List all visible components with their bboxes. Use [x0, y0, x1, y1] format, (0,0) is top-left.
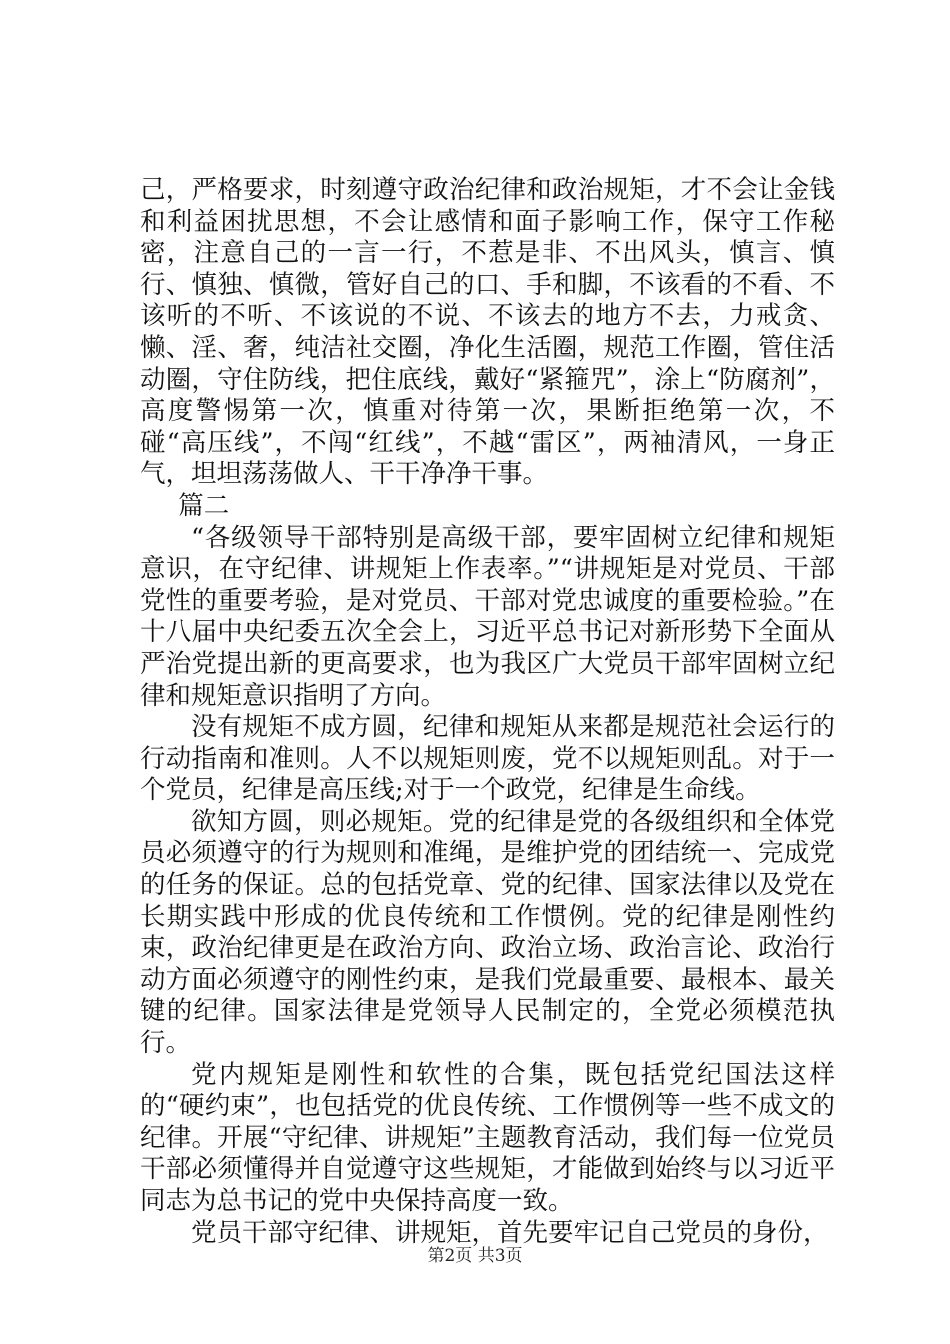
- section-heading: 篇二: [178, 490, 230, 521]
- paragraph: 党员干部守纪律、讲规矩，首先要牢记自己党员的身份，: [191, 1217, 829, 1248]
- paragraph: “各级领导干部特别是高级干部，要牢固树立纪律和规矩意识，在守纪律、讲规矩上作表率。”“讲规矩是对党员、干部党性的重要考验，是对党员、干部对党忠诚度的重要检验。”在十八届中央纪委五次全会上，习近平总书记对新形势下全面从严治党提出新的更高要求，也为我区广大党员干部牢固树立纪律和规矩意识指明了方向。: [140, 522, 835, 711]
- page-footer: 第2页 共3页: [427, 1246, 523, 1266]
- paragraph: 党内规矩是刚性和软性的合集，既包括党纪国法这样的“硬约束”，也包括党的优良传统、工作惯例等一些不成文的纪律。开展“守纪律、讲规矩”主题教育活动，我们每一位党员干部必须懂得并自觉遵守这些规矩，才能做到始终与以习近平同志为总书记的党中央保持高度一致。: [140, 1059, 835, 1216]
- paragraph-continuation: 己，严格要求，时刻遵守政治纪律和政治规矩，才不会让金钱和利益困扰思想，不会让感情和面子影响工作，保守工作秘密，注意自己的一言一行，不惹是非、不出风头，慎言、慎行、慎独、慎微，管好自己的口、手和脚，不该看的不看、不该听的不听、不该说的不说、不该去的地方不去，力戒贪、懒、淫、奢，纯洁社交圈，净化生活圈，规范工作圈，管住活动圈，守住防线，把住底线，戴好“紧箍咒”，涂上“防腐剂”，高度警惕第一次，慎重对待第一次，果断拒绝第一次，不碰“高压线”，不闯“红线”，不越“雷区”，两袖清风，一身正气，坦坦荡荡做人、干干净净干事。: [140, 175, 835, 490]
- paragraph: 没有规矩不成方圆，纪律和规矩从来都是规范社会运行的行动指南和准则。人不以规矩则废，党不以规矩则乱。对于一个党员，纪律是高压线;对于一个政党，纪律是生命线。: [140, 712, 835, 806]
- document-body: [140, 175, 835, 1249]
- paragraph: 欲知方圆，则必规矩。党的纪律是党的各级组织和全体党员必须遵守的行为规则和准绳，是维护党的团结统一、完成党的任务的保证。总的包括党章、党的纪律、国家法律以及党在长期实践中形成的优良传统和工作惯例。党的纪律是刚性约束，政治纪律更是在政治方向、政治立场、政治言论、政治行动方面必须遵守的刚性约束，是我们党最重要、最根本、最关键的纪律。国家法律是党领导人民制定的，全党必须模范执行。: [140, 806, 835, 1059]
